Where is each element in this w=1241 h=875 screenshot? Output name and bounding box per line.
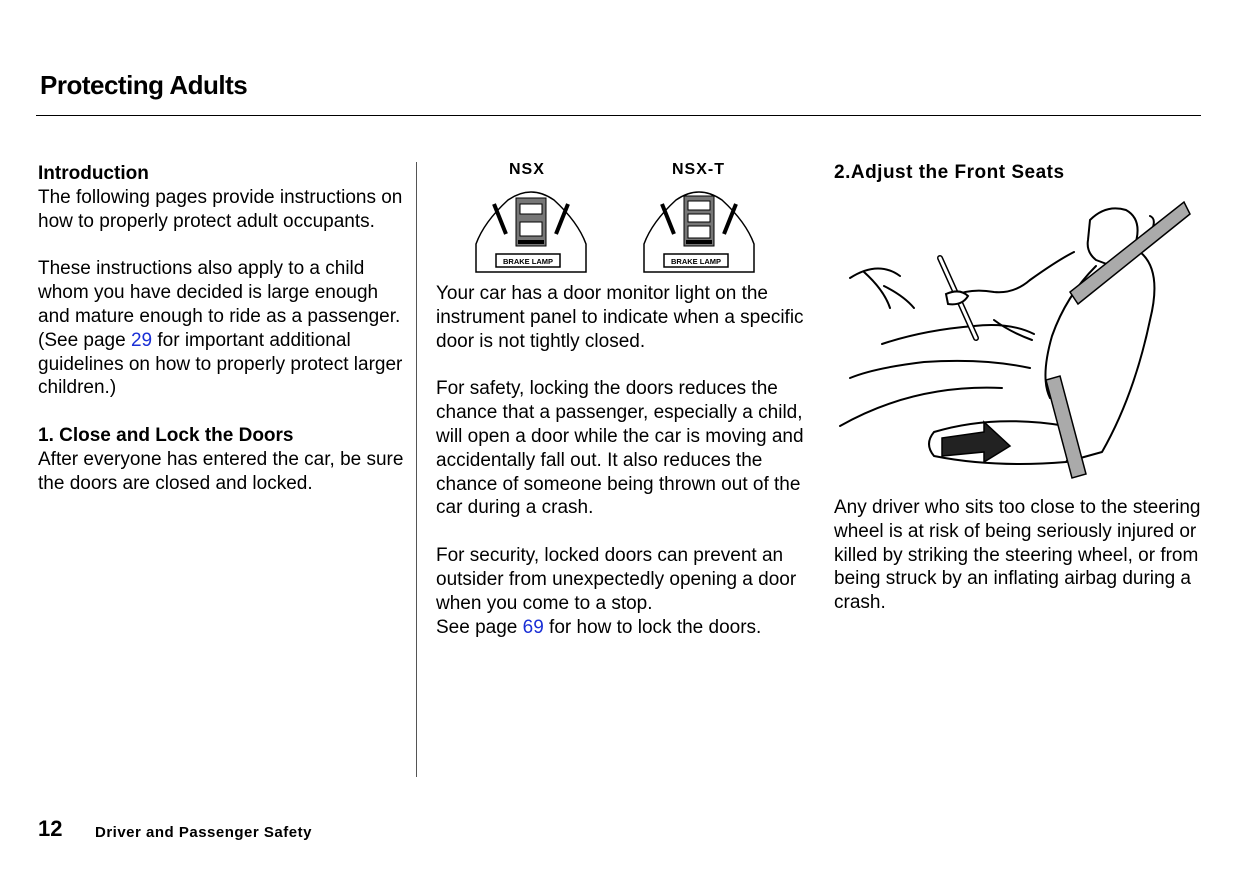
page-29-link[interactable]: 29	[130, 329, 153, 351]
apply-paragraph	[38, 257, 408, 400]
section-name: Driver and Passenger Safety	[95, 824, 312, 841]
page-number: 12	[38, 816, 63, 841]
seat-back	[1066, 248, 1154, 462]
shoulder-belt	[1070, 202, 1190, 304]
column-left	[38, 162, 408, 496]
nsx-brake-lamp-text: BRAKE LAMP	[503, 257, 553, 266]
column-middle	[436, 282, 816, 639]
column-divider	[416, 162, 417, 777]
intro-text: The following pages provide instructions on how to properly protect adult occupants.	[38, 186, 403, 232]
page-69-link[interactable]: 69	[522, 616, 544, 638]
nsx-t-brake-lamp-text: BRAKE LAMP	[671, 257, 721, 266]
title-divider	[36, 115, 1201, 116]
apply-text-before: These instructions also apply to a child whom you have decided is large enough and mature enough to ride as a passenger. (See page	[38, 258, 401, 351]
seat-warning-text: Any driver who sits too close to the steering wheel is at risk of being seriously injured or killed by striking the steering wheel, or from being struck by an inflating airbag during a crash.	[834, 497, 1201, 614]
door-monitor-text: Your car has a door monitor light on the instrument panel to indicate when a specific door is not tightly closed.	[436, 283, 804, 352]
step1-heading: 1. Close and Lock the Doors	[38, 425, 294, 447]
nsx-label: NSX	[509, 161, 545, 178]
dashboard-line	[850, 268, 900, 278]
nsx-t-label: NSX-T	[672, 161, 725, 178]
security-text: For security, locked doors can prevent an outsider from unexpectedly opening a door when you come to a stop.	[436, 545, 797, 614]
nsx-t-lamp-figure	[638, 182, 760, 274]
floor-line	[840, 388, 1002, 426]
safety-text: For safety, locking the doors reduces the chance that a passenger, especially a child, will open a door while the car is moving and accidentally fall out. It also reduces the chance of someone being thrown out of the car during a crash.	[436, 378, 804, 519]
adjust-seats-heading: 2.Adjust the Front Seats	[834, 162, 1065, 183]
driver-seat-illustration	[834, 200, 1194, 480]
apply-text-after: for important additional guidelines on how to properly protect larger children.)	[38, 329, 403, 399]
nsx-lamp-figure	[470, 182, 592, 274]
see-text-before: See page	[436, 616, 523, 638]
see-text-after: for how to lock the doors.	[543, 616, 762, 638]
page-title: Protecting Adults	[40, 70, 248, 100]
step1-text: After everyone has entered the car, be sure the doors are closed and locked.	[38, 448, 404, 494]
see-page-paragraph	[436, 616, 816, 640]
intro-heading: Introduction	[38, 163, 149, 184]
column-right	[834, 496, 1214, 615]
